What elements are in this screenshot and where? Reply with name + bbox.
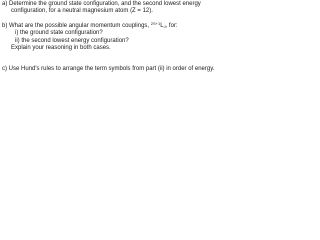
term-symbol-subscript: J	[163, 24, 166, 29]
question-b-sub-ii: ii) the second lowest energy configuration?	[15, 37, 129, 44]
question-a-line-1	[2, 1, 201, 8]
question-c	[2, 66, 215, 73]
question-b-sub-i: i) the ground state configuration?	[15, 30, 103, 37]
question-a-line-2: configuration, for a neutral magnesium atom (Z = 12).	[11, 8, 153, 15]
question-a-text-1: Determine the ground state configuration, and the second lowest energy	[9, 1, 201, 7]
question-a-marker: a)	[2, 1, 8, 7]
question-b-text-post: , for:	[165, 23, 178, 29]
question-b-line-1	[2, 23, 198, 30]
question-c-marker: c)	[2, 66, 7, 72]
question-b-text-pre: What are the possible angular momentum couplings,	[9, 23, 150, 29]
term-symbol-l: L	[160, 23, 164, 29]
term-symbol-superscript: 2S+1	[150, 21, 161, 26]
question-b-marker: b)	[2, 23, 8, 29]
question-b-explain: Explain your reasoning in both cases.	[11, 45, 111, 52]
question-c-line-1	[2, 66, 215, 73]
problem-text	[0, 0, 215, 77]
question-c-text-1: Use Hund's rules to arrange the term symbols from part (ii) in order of energy.	[8, 66, 215, 72]
question-a	[2, 1, 201, 16]
question-b	[2, 23, 198, 53]
